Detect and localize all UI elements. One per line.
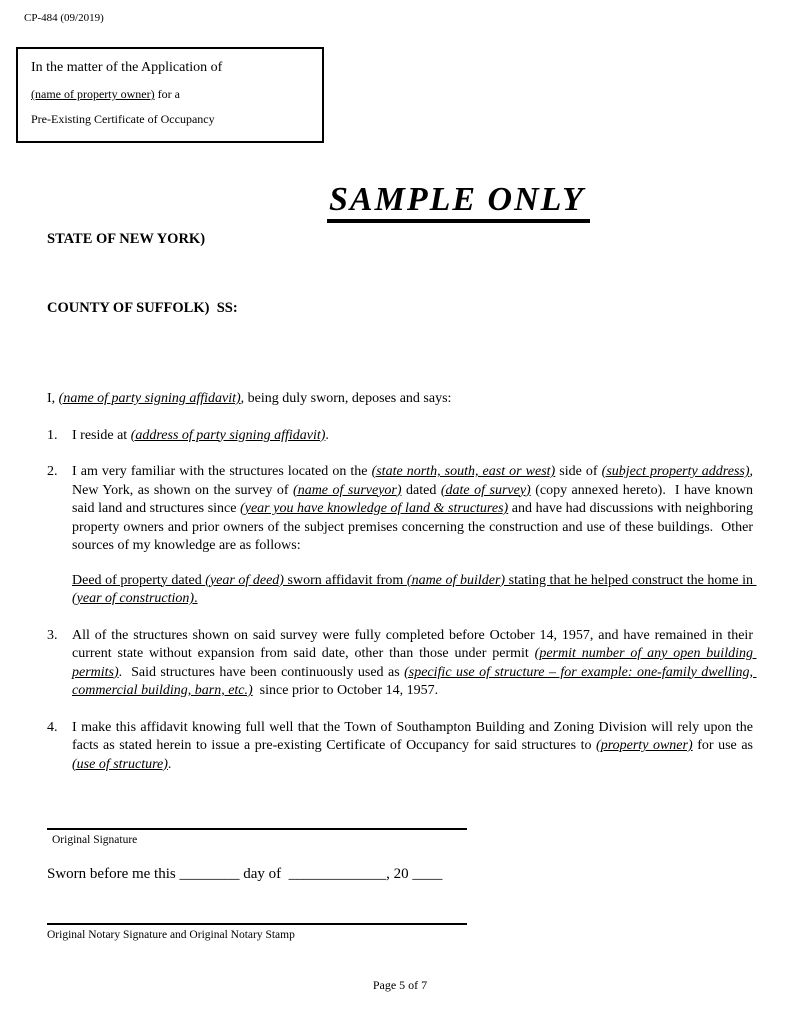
venue-county: COUNTY OF SUFFOLK) SS: [47, 300, 238, 316]
application-matter-box [16, 47, 324, 143]
sample-only-stamp: SAMPLE ONLY [327, 182, 590, 223]
item-2-seg: and have had discussions with neighboring property owners and prior owners of the subject premises concerning the construction and use of these buildings. Other sources of my knowledge are as follows: [72, 501, 757, 553]
caption-row [47, 182, 753, 366]
field-subject-property-address: (subject property address) [601, 464, 750, 479]
page-number: Page 5 of 7 [372, 978, 428, 992]
deed-seg: sworn affidavit from [283, 572, 407, 588]
item-1-seg: I reside at [72, 427, 131, 443]
item-2-seg: side of [555, 464, 602, 479]
item-4-seg: I make this affidavit knowing full well that the Town of Southampton Building and Zoning Division will rely upon the facts as stated herein to issue a pre-existing Certificate of Occupancy for said structures to [72, 719, 757, 753]
item-3-text [72, 627, 757, 701]
venue-block [47, 182, 247, 366]
intro-paragraph [47, 390, 753, 409]
notary-signature-line [47, 923, 467, 925]
item-2-seg: (copy annexed hereto). I have known said land and structures since [72, 482, 757, 516]
venue-state: STATE OF NEW YORK) [47, 231, 206, 247]
item-3-seg: since prior to October 14, 1957. [252, 683, 439, 698]
field-deed-year: (year of deed) [205, 572, 284, 588]
affidavit-item-2 [47, 463, 757, 556]
field-property-owner-name: (name of property owner) [31, 87, 155, 101]
item-2-text [72, 463, 757, 556]
matter-line-3: Pre-Existing Certificate of Occupancy [31, 112, 215, 126]
item-4-seg: for use as [692, 738, 757, 753]
notary-label: Original Notary Signature and Original Notary Stamp [47, 929, 295, 941]
deed-source-paragraph [72, 572, 757, 609]
item-3-seg: All of the structures shown on said survey were fully completed before October 14, 1957, and have remained in their current state without expansion from said date, other than those under permit [72, 627, 757, 661]
item-3-seg: . Said structures have been continuously used as [118, 664, 405, 680]
item-4-number: 4. [47, 719, 58, 735]
form-code: CP-484 (09/2019) [24, 12, 104, 24]
matter-line-2 [31, 87, 309, 102]
item-1-text [72, 427, 753, 446]
field-builder-name: (name of builder) [406, 572, 506, 588]
field-construction-year: (year of construction) [72, 591, 195, 606]
field-property-owner: (property owner) [596, 738, 693, 753]
item-2-number: 2. [47, 464, 58, 479]
field-knowledge-year: (year you have knowledge of land & structures) [240, 501, 509, 516]
deed-seg: stating that he helped construct the home in [505, 572, 757, 588]
field-specific-structure-use: (specific use of structure – for example: one-family dwelling, commercial building, barn, etc.) [72, 664, 757, 698]
field-surveyor-name: (name of surveyor) [293, 482, 402, 498]
field-side-direction: (state north, south, east or west) [371, 464, 556, 479]
deed-seg: Deed of property dated [72, 572, 206, 588]
intro-text-1: I, [47, 391, 59, 406]
affidavit-item-4 [47, 719, 757, 775]
item-4-seg: . [167, 756, 172, 772]
signature-line [47, 828, 467, 830]
field-survey-date: (date of survey) [440, 482, 531, 498]
item-3-number: 3. [47, 627, 58, 643]
item-2-seg: I am very familiar with the structures located on the [72, 464, 372, 479]
field-structure-use: (use of structure) [72, 756, 168, 772]
deed-seg: . [194, 591, 198, 606]
item-4-text [72, 719, 757, 775]
affidavit-item-3 [47, 627, 757, 701]
field-party-name: (name of party signing affidavit) [58, 391, 241, 406]
intro-text-2: , being duly sworn, deposes and says: [240, 391, 452, 406]
field-permit-number: (permit number of any open building permits) [72, 646, 757, 680]
field-party-address: (address of party signing affidavit) [130, 427, 326, 443]
item-2-seg: dated [401, 482, 441, 498]
item-1-seg: . [325, 427, 329, 443]
item-1-number: 1. [47, 427, 58, 443]
matter-line-1: In the matter of the Application of [31, 60, 223, 75]
sworn-before-line: Sworn before me this ________ day of _____________, 20 ____ [47, 866, 443, 882]
item-2-seg: , New York, as shown on the survey of [72, 464, 757, 498]
affidavit-item-1 [47, 427, 753, 446]
signature-label: Original Signature [52, 834, 138, 846]
matter-line-2-rest: for a [154, 87, 180, 101]
